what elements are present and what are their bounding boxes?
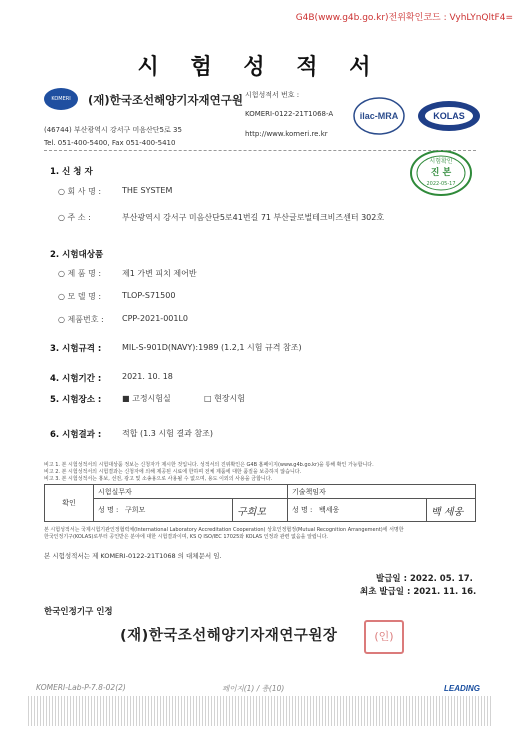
- ilac-mra-logo: [352, 96, 406, 136]
- product-heading: 2. 시험대상품: [50, 250, 104, 260]
- result-heading: 6. 시험결과 :: [50, 430, 102, 440]
- period-value: 2021. 10. 18: [122, 372, 173, 381]
- seal-top: 시험확인: [429, 158, 453, 165]
- security-pattern: [28, 696, 492, 726]
- replacement-note: 본 시험성적서는 제 KOMERI-0122-21T1068 의 대체문서 임.: [44, 552, 222, 560]
- remark-line: 비고 3. 본 시험성적서는 홍보, 선전, 광고 및 소송용으로 사용될 수 없으며, 용도 이외의 사용을 금합니다.: [44, 476, 273, 483]
- kab-accreditation: 한국인정기구 인정: [44, 607, 113, 617]
- komeri-logo: KOMERI: [44, 88, 78, 110]
- address-label: ○ 주 소 :: [58, 213, 91, 222]
- issue-date: 발급일 : 2022. 05. 17.: [376, 574, 473, 584]
- president-name: (재)한국조선해양기자재연구원장: [120, 628, 338, 644]
- tester-signature: 구희모: [233, 499, 288, 522]
- org-name: (재)한국조선해양기자재연구원: [88, 93, 243, 107]
- place-heading: 5. 시험장소 :: [50, 395, 102, 405]
- manager-title: 기술책임자: [288, 485, 476, 499]
- document-title: 시 험 성 적 서: [137, 55, 383, 80]
- standard-value: MIL-S-901D(NAVY):1989 (1.2,1 시험 규격 참조): [122, 343, 302, 352]
- product-name-value: 제1 가변 피치 제어반: [122, 269, 197, 278]
- kolas-text: KOLAS: [433, 111, 465, 121]
- leading-text: LEADING: [444, 684, 480, 693]
- first-issue-date: 최초 발급일 : 2021. 11. 16.: [360, 587, 477, 597]
- page-indicator: 페이지(1) / 총(10): [222, 684, 285, 693]
- product-name-label: ○ 제 품 명 :: [58, 269, 102, 278]
- serial-value: CPP-2021-001L0: [122, 314, 189, 323]
- cert-number-label: 시험성적서 번호 :: [245, 91, 300, 99]
- seal-mid: 진 본: [430, 168, 452, 178]
- standard-heading: 3. 시험규격 :: [50, 344, 102, 354]
- company-label: ○ 회 사 명 :: [58, 187, 102, 196]
- remark-line: 비고 2. 본 시험성적서의 시험결과는 신청자에 의해 제공된 시료에 한하며 전체 제품에 대한 품질을 보증하지 않습니다.: [44, 469, 302, 476]
- tester-name: 구희모: [125, 506, 146, 514]
- place-option-field: □ 현장시험: [204, 394, 246, 403]
- leading-logo: [440, 682, 484, 694]
- confirm-cell: 확인: [45, 485, 94, 522]
- accreditation-line: 한국인정기구(KOLAS)로부터 공인받은 분야에 대한 시험결과이며, KS Q ISO/IEC 17025와 KOLAS 인정과 관련 없음을 알립니다.: [44, 534, 329, 540]
- divider: [44, 150, 476, 151]
- accreditation-line: 본 시험성적서는 국제시험기관인정협력체(International Laboratory Accreditation Cooperation) 상호인정협정(Mutual Recognition Arrangement)에 서명한: [44, 527, 404, 533]
- verification-code: G4B(www.g4b.go.kr)전위확인코드 : VyhLYnQltF4=: [295, 13, 513, 23]
- tester-name-label: 성 명 :: [98, 506, 119, 514]
- manager-name-label: 성 명 :: [292, 506, 313, 514]
- ilac-text: ilac-MRA: [359, 111, 399, 121]
- tester-title: 시험실무자: [94, 485, 288, 499]
- org-address: (46744) 부산광역시 강서구 미음산단5로 35: [44, 126, 182, 134]
- cert-number: KOMERI-0122-21T1068-A: [245, 110, 334, 118]
- model-label: ○ 모 델 명 :: [58, 292, 102, 301]
- address-value: 부산광역시 강서구 미음산단5로41번길 71 부산글로벌테크비즈센터 302호: [122, 213, 385, 222]
- model-value: TLOP-S71500: [122, 291, 176, 300]
- accreditation-note: [44, 527, 474, 541]
- place-option-fixed: ■ 고정시험실: [122, 394, 171, 403]
- remark-line: 비고 1. 본 시험성적서의 시험대상품 정보는 신청자가 제시한 것입니다. 성적서의 진위확인은 G4B 홈페이지(www.g4b.go.kr)을 통해 확인 가능합니다.: [44, 462, 374, 468]
- result-value: 적합 (1.3 시험 결과 참조): [122, 429, 213, 438]
- official-stamp: (인): [364, 620, 404, 654]
- kolas-logo: [416, 98, 482, 134]
- period-heading: 4. 시험기간 :: [50, 374, 102, 384]
- manager-name: 백세웅: [319, 506, 340, 514]
- signature-table: [44, 484, 476, 522]
- form-code: KOMERI-Lab-P-7.8-02(2): [36, 683, 126, 692]
- org-phone: Tel. 051-400-5400, Fax 051-400-5410: [44, 139, 176, 147]
- seal-date: 2022-05-17: [426, 181, 456, 187]
- org-contact: [44, 124, 182, 150]
- serial-label: ○ 제품번호 :: [58, 315, 104, 324]
- applicant-heading: 1. 신 청 자: [50, 167, 93, 177]
- manager-signature: 백 세웅: [427, 499, 476, 522]
- remarks: [44, 462, 374, 484]
- verification-seal-icon: [408, 148, 474, 198]
- website-link[interactable]: http://www.komeri.re.kr: [245, 130, 328, 138]
- company-value: THE SYSTEM: [122, 186, 173, 195]
